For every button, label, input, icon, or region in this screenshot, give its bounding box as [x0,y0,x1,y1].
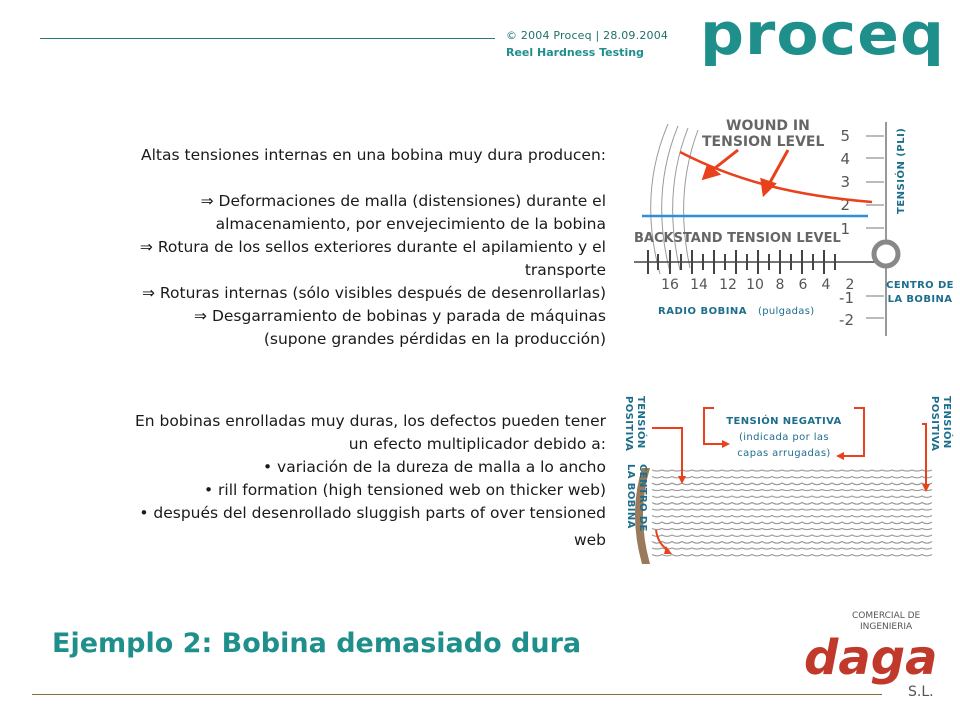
x-tick-label: 14 [690,277,708,293]
y-tick-label: 1 [840,220,850,238]
p2-line: En bobinas enrolladas muy duras, los defectos pueden tener [134,412,606,430]
company-name: INGENIERIA [860,622,913,632]
negative-tension-sub: (indicada por las [738,432,830,443]
defects-paragraph [40,410,606,552]
wrinkled-layer [652,503,932,505]
x-axis-unit: (pulgadas) [758,306,815,317]
p1-line: ⇒ Roturas internas (sólo visibles después de desenrollarlas) [142,284,606,302]
x-tick-label: 6 [798,277,808,293]
slide-title: Ejemplo 2: Bobina demasiado dura [52,628,582,659]
wrinkled-layer [652,483,932,485]
wrinkled-layers [652,470,932,556]
center-label: CENTRO DE [637,464,648,532]
left-positive-label: POSITIVA [623,396,634,452]
right-positive-label: POSITIVA [929,396,940,452]
p1-line: almacenamiento, por envejecimiento de la bobina [215,215,606,233]
y-tick-label: -2 [839,311,854,329]
p1-line: ⇒ Desgarramiento de bobinas y parada de máquinas [194,307,606,325]
wrinkled-layer [652,529,932,530]
y-axis-ticks [866,136,884,318]
x-tick-label: 12 [719,277,737,293]
wrinkled-layer [652,516,932,517]
wrinkled-layer [652,509,932,510]
p1-line: ⇒ Deformaciones de malla (distensiones) durante el [200,192,606,210]
tension-profile-diagram [628,104,960,344]
wrinkled-layer [652,496,932,497]
x-tick-label: 16 [661,277,679,293]
x-tick-label: 4 [821,277,831,293]
p1-line: (supone grandes pérdidas en la producción) [263,330,606,348]
y-axis-label: TENSIÓN (PLI) [896,127,907,214]
wrinkled-layer [652,490,932,491]
wrinkled-layer [652,548,932,549]
x-tick-label: 10 [746,277,764,293]
center-label: LA BOBINA [887,294,953,305]
center-label: LA BOBINA [625,464,636,529]
reel-arcs [651,124,698,274]
y-tick-label: 5 [840,127,850,145]
right-positive-label: TENSIÓN [941,396,952,449]
wrinkled-layer [652,535,932,536]
center-label: CENTRO DE [886,280,954,291]
reel-center-ring [874,242,898,266]
p2-line: un efecto multiplicador debido a: [348,435,606,453]
p2-line: web [573,531,606,549]
company-suffix: S.L. [908,684,934,700]
y-tick-label: -1 [839,289,854,307]
header-subtitle: Reel Hardness Testing [506,46,644,59]
proceq-logo-text: proceq [700,8,945,68]
wrinkled-layer [652,470,932,471]
left-positive-label: TENSIÓN [635,396,646,449]
header-rule [40,38,495,39]
proceq-logo [700,8,945,70]
p1-line: Altas tensiones internas en una bobina muy dura producen: [141,146,606,164]
wound-label: WOUND IN [726,118,810,134]
wrinkled-layer [652,522,932,524]
y-tick-label: 2 [840,196,850,214]
wrinkled-layer [652,542,932,544]
p1-line [40,167,606,190]
company-name: COMERCIAL DE [852,611,921,621]
p2-line: • rill formation (high tensioned web on thicker web) [203,481,606,499]
p2-line: • después del desenrollado sluggish parts of over tensioned [139,504,606,522]
wound-label: TENSION LEVEL [702,134,825,150]
header-copyright: © 2004 Proceq | 28.09.2004 [506,29,669,42]
wrinkled-layer [652,477,932,478]
negative-tension-sub: capas arrugadas) [737,448,831,459]
negative-tension-title: TENSIÓN NEGATIVA [726,416,842,427]
y-tick-label: 3 [840,173,850,191]
y-tick-label: 4 [840,150,850,168]
x-tick-label: 2 [845,277,855,293]
reel-section-diagram [614,384,960,584]
footer-rule [32,694,882,695]
p1-line: ⇒ Rotura de los sellos exteriores durante el apilamiento y el [139,238,606,256]
p2-line: • variación de la dureza de malla a lo ancho [262,458,606,476]
p1-line: transporte [524,261,606,279]
x-tick-label: 8 [775,277,785,293]
backstand-label: BACKSTAND TENSION LEVEL [634,231,841,246]
wrinkled-layer [652,555,932,556]
intro-paragraph [40,144,606,351]
daga-logo-text: daga [804,630,938,686]
x-axis-label: RADIO BOBINA [658,306,748,317]
daga-logo [800,602,950,702]
